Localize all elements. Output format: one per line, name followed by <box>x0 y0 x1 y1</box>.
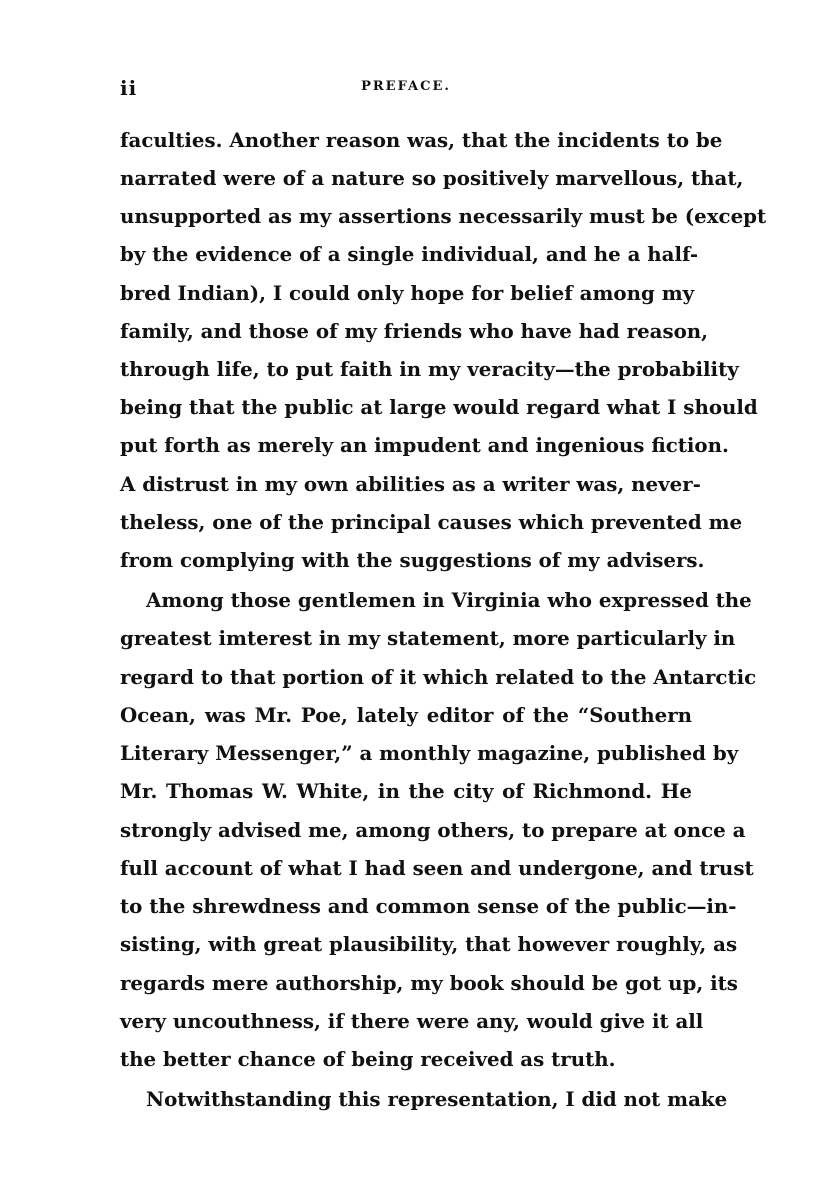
text-line: theless, one of the principal causes which prevented me <box>120 510 743 534</box>
text-line: strongly advised me, among others, to prepare at once a <box>120 818 746 842</box>
text-line: Among those gentlemen in Virginia who expressed the <box>146 588 752 612</box>
text-line: regards mere authorship, my book should be got up, its <box>120 971 738 995</box>
text-line: sisting, with great plausibility, that however roughly, as <box>120 932 738 956</box>
text-line: greatest imterest in my statement, more particularly in <box>120 626 736 650</box>
text-line: unsupported as my assertions necessarily must be (except <box>120 204 767 228</box>
text-line: very uncouthness, if there were any, would give it all <box>120 1009 704 1033</box>
text-line: narrated were of a nature so positively marvellous, that, <box>120 166 744 190</box>
text-line: from complying with the suggestions of my advisers. <box>120 548 705 572</box>
text-line: A distrust in my own abilities as a writer was, never- <box>120 472 701 496</box>
text-line: faculties. Another reason was, that the incidents to be <box>120 128 723 152</box>
page-number: ii <box>120 76 138 100</box>
text-line: being that the public at large would regard what I should <box>120 395 758 419</box>
text-line: by the evidence of a single individual, and he a half- <box>120 242 699 266</box>
text-line: family, and those of my friends who have had reason, <box>120 319 709 343</box>
text-line: to the shrewdness and common sense of the public—in- <box>120 894 737 918</box>
text-line: regard to that portion of it which related to the Antarctic <box>120 665 757 689</box>
text-line: bred Indian), I could only hope for belief among my <box>120 281 695 305</box>
text-line: full account of what I had seen and undergone, and trust <box>120 856 754 880</box>
text-line: the better chance of being received as truth. <box>120 1047 616 1071</box>
running-head: PREFACE. <box>361 79 451 94</box>
text-line: Mr. Thomas W. White, in the city of Richmond. He <box>120 779 692 803</box>
text-line: Notwithstanding this representation, I did not make <box>146 1087 728 1111</box>
text-line: Ocean, was Mr. Poe, lately editor of the “Southern <box>120 703 692 727</box>
text-line: through life, to put faith in my veracity—the probability <box>120 357 739 381</box>
page-header <box>120 76 692 100</box>
text-line: put forth as merely an impudent and ingenious fiction. <box>120 433 729 457</box>
text-line: Literary Messenger,” a monthly magazine, published by <box>120 741 739 765</box>
